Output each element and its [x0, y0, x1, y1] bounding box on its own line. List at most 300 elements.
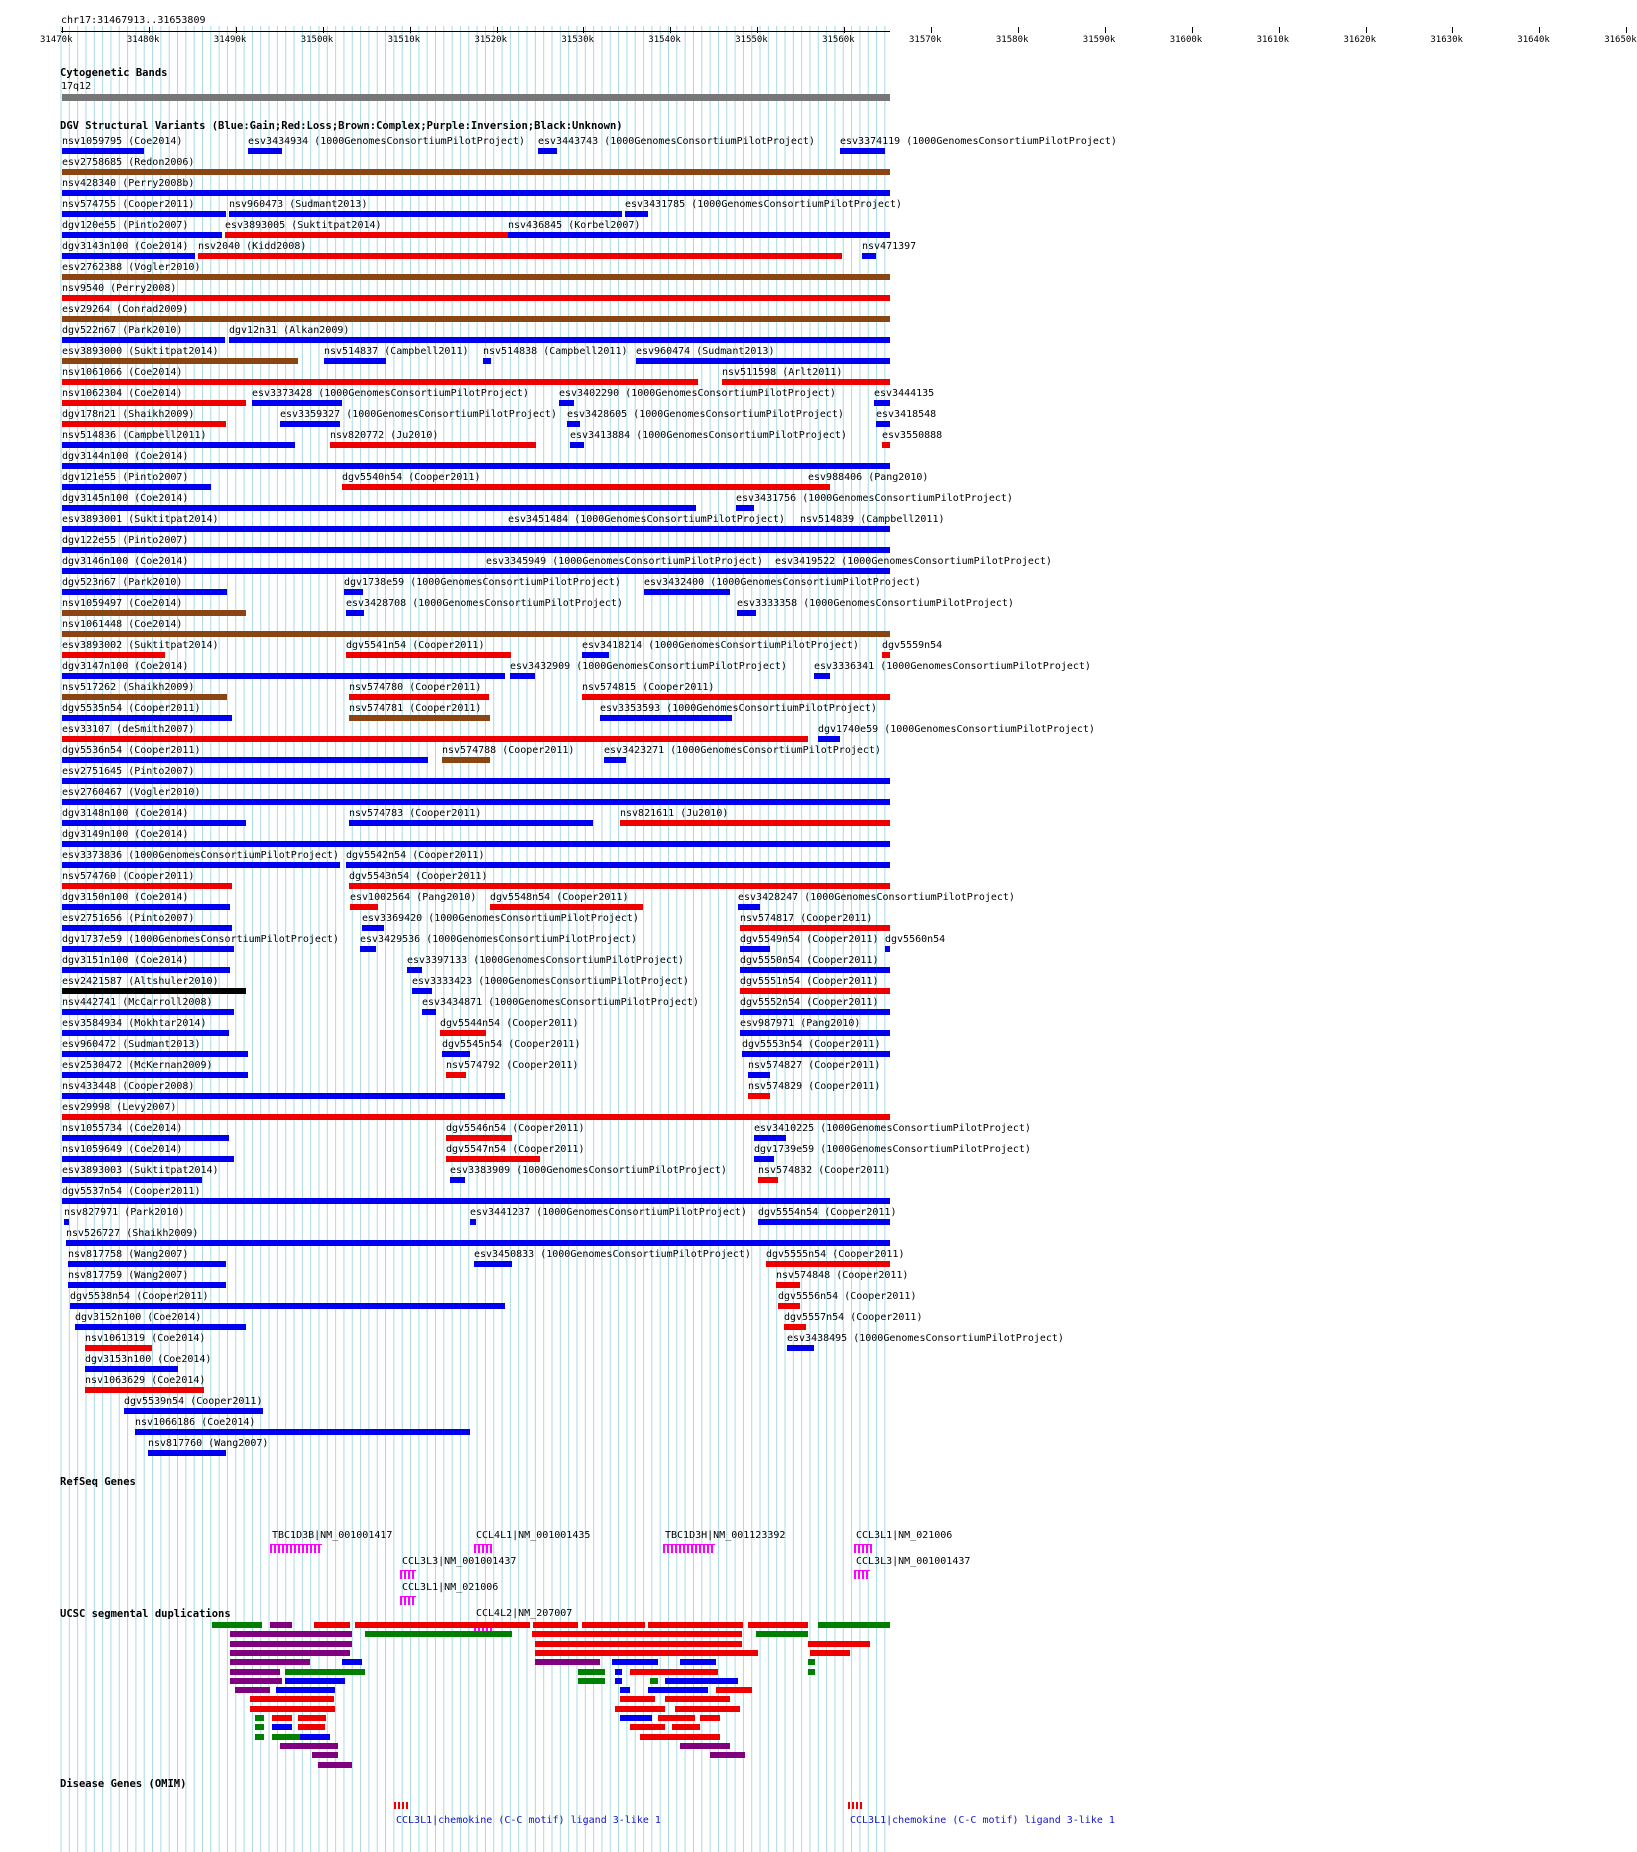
variant-bar[interactable] [62, 904, 230, 910]
variant-label: esv2421587 (Altshuler2010) [62, 976, 219, 987]
variant-label: esv3434871 (1000GenomesConsortiumPilotProject) [422, 997, 699, 1008]
variant-bar[interactable] [360, 946, 376, 952]
variant-bar[interactable] [740, 925, 890, 931]
variant-bar[interactable] [198, 253, 842, 259]
variant-bar[interactable] [474, 1261, 512, 1267]
gene-label: TBC1D3H|NM_001123392 [665, 1530, 786, 1541]
variant-bar[interactable] [62, 400, 246, 406]
variant-bar[interactable] [559, 400, 574, 406]
segdup-bar[interactable] [298, 1715, 326, 1721]
segdup-bar[interactable] [620, 1696, 655, 1702]
variant-bar[interactable] [62, 715, 232, 721]
variant-label: dgv5554n54 (Cooper2011) [758, 1207, 897, 1218]
variant-bar[interactable] [66, 1240, 890, 1246]
variant-bar[interactable] [62, 862, 340, 868]
variant-bar[interactable] [570, 442, 584, 448]
gene-glyph[interactable] [270, 1544, 322, 1553]
segdup-bar[interactable] [710, 1752, 745, 1758]
variant-bar[interactable] [346, 610, 364, 616]
variant-bar[interactable] [62, 1177, 202, 1183]
variant-label: nsv1061066 (Coe2014) [62, 367, 183, 378]
variant-bar[interactable] [818, 736, 840, 742]
variant-bar[interactable] [62, 631, 890, 637]
variant-bar[interactable] [62, 568, 890, 574]
segdup-bar[interactable] [272, 1724, 292, 1730]
variant-bar[interactable] [75, 1324, 246, 1330]
variant-bar[interactable] [490, 904, 643, 910]
variant-bar[interactable] [62, 673, 505, 679]
variant-bar[interactable] [862, 253, 876, 259]
variant-label: esv2762388 (Vogler2010) [62, 262, 201, 273]
omim-gene-glyph[interactable] [394, 1802, 410, 1809]
variant-bar[interactable] [754, 1135, 786, 1141]
ruler-tick-mark [410, 27, 411, 33]
variant-bar[interactable] [62, 421, 226, 427]
variant-bar[interactable] [62, 778, 890, 784]
variant-label: esv3431785 (1000GenomesConsortiumPilotProject) [625, 199, 902, 210]
segdup-bar[interactable] [650, 1678, 658, 1684]
segdup-bar[interactable] [680, 1743, 730, 1749]
omim-gene-glyph[interactable] [848, 1802, 864, 1809]
refseq-track-title: RefSeq Genes [60, 1476, 136, 1488]
variant-bar[interactable] [740, 946, 770, 952]
variant-bar[interactable] [229, 337, 890, 343]
variant-label: nsv428340 (Perry2008b) [62, 178, 195, 189]
variant-bar[interactable] [62, 316, 890, 322]
variant-bar[interactable] [876, 421, 890, 427]
segdup-bar[interactable] [230, 1669, 280, 1675]
segdup-bar[interactable] [615, 1678, 622, 1684]
variant-bar[interactable] [407, 967, 422, 973]
segdup-bar[interactable] [665, 1696, 730, 1702]
variant-label: nsv517262 (Shaikh2009) [62, 682, 195, 693]
variant-bar[interactable] [450, 1177, 465, 1183]
variant-bar[interactable] [62, 547, 890, 553]
segdup-bar[interactable] [298, 1724, 325, 1730]
variant-bar[interactable] [62, 967, 230, 973]
variant-label: esv987971 (Pang2010) [740, 1018, 861, 1029]
variant-bar[interactable] [330, 442, 536, 448]
segdup-bar[interactable] [648, 1622, 743, 1628]
variant-bar[interactable] [882, 442, 890, 448]
variant-bar[interactable] [885, 946, 890, 952]
ruler-tick-mark [236, 27, 237, 33]
segdup-bar[interactable] [533, 1622, 578, 1628]
variant-label: esv3434934 (1000GenomesConsortiumPilotProject) [248, 136, 525, 147]
variant-bar[interactable] [62, 232, 222, 238]
variant-bar[interactable] [135, 1429, 470, 1435]
variant-bar[interactable] [740, 1009, 890, 1015]
variant-bar[interactable] [440, 1030, 486, 1036]
variant-bar[interactable] [446, 1156, 540, 1162]
variant-bar[interactable] [600, 715, 732, 721]
variant-bar[interactable] [62, 1030, 229, 1036]
gene-glyph[interactable] [474, 1544, 492, 1553]
variant-label: nsv574792 (Cooper2011) [446, 1060, 579, 1071]
variant-bar[interactable] [62, 820, 246, 826]
segdup-bar[interactable] [230, 1641, 352, 1647]
segdup-bar[interactable] [250, 1696, 334, 1702]
segdup-bar[interactable] [808, 1669, 815, 1675]
variant-label: esv2530472 (McKernan2009) [62, 1060, 213, 1071]
segdup-bar[interactable] [810, 1650, 850, 1656]
variant-bar[interactable] [225, 232, 508, 238]
variant-bar[interactable] [758, 1219, 890, 1225]
segdup-bar[interactable] [578, 1678, 605, 1684]
segdup-bar[interactable] [630, 1724, 665, 1730]
cytoband-bar[interactable] [62, 94, 890, 101]
gene-label: TBC1D3B|NM_001001417 [272, 1530, 393, 1541]
variant-bar[interactable] [582, 694, 890, 700]
variant-bar[interactable] [62, 988, 246, 994]
variant-bar[interactable] [229, 211, 622, 217]
variant-label: esv3451484 (1000GenomesConsortiumPilotProject) [508, 514, 785, 525]
segdup-bar[interactable] [756, 1631, 808, 1637]
segdup-bar[interactable] [285, 1669, 365, 1675]
variant-bar[interactable] [446, 1072, 466, 1078]
variant-bar[interactable] [722, 379, 890, 385]
variant-bar[interactable] [349, 820, 593, 826]
variant-bar[interactable] [742, 1051, 890, 1057]
ruler-tick-mark [1539, 27, 1540, 33]
variant-bar[interactable] [85, 1387, 204, 1393]
segdup-bar[interactable] [620, 1715, 652, 1721]
segdup-bar[interactable] [808, 1641, 870, 1647]
variant-bar[interactable] [62, 1198, 890, 1204]
variant-bar[interactable] [748, 1072, 770, 1078]
variant-label: nsv1055734 (Coe2014) [62, 1123, 183, 1134]
variant-label: esv3345949 (1000GenomesConsortiumPilotProject) [486, 556, 763, 567]
segdup-bar[interactable] [640, 1734, 720, 1740]
variant-bar[interactable] [85, 1366, 178, 1372]
segdup-bar[interactable] [342, 1659, 362, 1665]
variant-bar[interactable] [346, 862, 890, 868]
variant-bar[interactable] [62, 610, 246, 616]
variant-label: esv3428605 (1000GenomesConsortiumPilotProject) [567, 409, 844, 420]
variant-bar[interactable] [740, 967, 890, 973]
segdup-bar[interactable] [535, 1650, 758, 1656]
variant-bar[interactable] [800, 526, 890, 532]
variant-label: nsv433448 (Cooper2008) [62, 1081, 195, 1092]
variant-label: esv3333423 (1000GenomesConsortiumPilotProject) [412, 976, 689, 987]
gene-label: CCL3L3|NM_001001437 [402, 1556, 517, 1567]
segdup-bar[interactable] [280, 1743, 338, 1749]
variant-bar[interactable] [62, 337, 225, 343]
variant-bar[interactable] [470, 1219, 476, 1225]
gene-glyph[interactable] [400, 1596, 416, 1605]
segdup-bar[interactable] [612, 1659, 658, 1665]
variant-bar[interactable] [740, 1030, 890, 1036]
variant-label: nsv574788 (Cooper2011) [442, 745, 575, 756]
segdup-bar[interactable] [582, 1622, 645, 1628]
variant-label: dgv5539n54 (Cooper2011) [124, 1396, 263, 1407]
variant-label: nsv574815 (Cooper2011) [582, 682, 715, 693]
variant-bar[interactable] [68, 1282, 226, 1288]
segdup-bar[interactable] [716, 1687, 752, 1693]
variant-bar[interactable] [62, 1093, 505, 1099]
variant-label: esv2751656 (Pinto2007) [62, 913, 195, 924]
variant-bar[interactable] [62, 484, 211, 490]
variant-bar[interactable] [62, 925, 232, 931]
segdup-bar[interactable] [212, 1622, 262, 1628]
ruler-tick-label: 31470k [40, 35, 73, 45]
variant-label: dgv3150n100 (Coe2014) [62, 892, 189, 903]
ruler-tick-mark [1192, 27, 1193, 33]
variant-bar[interactable] [342, 484, 808, 490]
segdup-bar[interactable] [578, 1669, 605, 1675]
ruler-tick-label: 31510k [387, 35, 421, 45]
variant-label: nsv574827 (Cooper2011) [748, 1060, 881, 1071]
variant-bar[interactable] [148, 1450, 226, 1456]
variant-label: nsv514838 (Campbell2011) [483, 346, 628, 357]
ruler-tick-label: 31600k [1169, 35, 1203, 45]
variant-bar[interactable] [636, 358, 890, 364]
variant-label: dgv5540n54 (Cooper2011) [342, 472, 481, 483]
variant-label: dgv5547n54 (Cooper2011) [446, 1144, 585, 1155]
segdup-bar[interactable] [285, 1678, 345, 1684]
variant-bar[interactable] [510, 673, 535, 679]
variant-bar[interactable] [248, 148, 282, 154]
variant-bar[interactable] [740, 988, 890, 994]
variant-bar[interactable] [62, 169, 890, 175]
segdup-bar[interactable] [230, 1650, 350, 1656]
variant-bar[interactable] [442, 757, 490, 763]
segdup-bar[interactable] [700, 1715, 720, 1721]
variant-bar[interactable] [62, 463, 890, 469]
variant-label: esv3373428 (1000GenomesConsortiumPilotProject) [252, 388, 529, 399]
segdup-bar[interactable] [318, 1762, 352, 1768]
variant-label: esv3374119 (1000GenomesConsortiumPilotProject) [840, 136, 1117, 147]
ruler-tick-label: 31490k [213, 35, 247, 45]
variant-bar[interactable] [874, 400, 890, 406]
variant-bar[interactable] [62, 211, 226, 217]
segdup-bar[interactable] [272, 1715, 292, 1721]
variant-bar[interactable] [324, 358, 386, 364]
segdup-bar[interactable] [276, 1687, 335, 1693]
variant-label: esv960472 (Sudmant2013) [62, 1039, 201, 1050]
variant-bar[interactable] [62, 1156, 234, 1162]
segdup-bar[interactable] [748, 1622, 808, 1628]
segdup-bar[interactable] [230, 1631, 352, 1637]
variant-bar[interactable] [62, 589, 227, 595]
variant-label: nsv574848 (Cooper2011) [776, 1270, 909, 1281]
variant-bar[interactable] [62, 1009, 234, 1015]
variant-bar[interactable] [625, 211, 648, 217]
variant-bar[interactable] [508, 526, 792, 532]
segdup-bar[interactable] [672, 1724, 700, 1730]
variant-bar[interactable] [62, 883, 232, 889]
variant-bar[interactable] [64, 1219, 69, 1225]
variant-label: dgv5552n54 (Cooper2011) [740, 997, 879, 1008]
variant-bar[interactable] [736, 505, 754, 511]
variant-bar[interactable] [808, 484, 830, 490]
variant-bar[interactable] [446, 1135, 512, 1141]
variant-bar[interactable] [62, 736, 808, 742]
variant-bar[interactable] [442, 1051, 470, 1057]
gene-label: CCL3L3|NM_001001437 [856, 1556, 971, 1567]
variant-bar[interactable] [62, 358, 298, 364]
variant-bar[interactable] [778, 1303, 800, 1309]
segdup-bar[interactable] [230, 1659, 310, 1665]
variant-bar[interactable] [280, 421, 340, 427]
variant-bar[interactable] [483, 358, 491, 364]
segdup-bar[interactable] [665, 1678, 738, 1684]
variant-label: dgv5545n54 (Cooper2011) [442, 1039, 581, 1050]
variant-bar[interactable] [70, 1303, 505, 1309]
variant-label: nsv526727 (Shaikh2009) [66, 1228, 199, 1239]
variant-bar[interactable] [62, 1072, 248, 1078]
segdup-bar[interactable] [680, 1659, 716, 1665]
variant-bar[interactable] [62, 295, 890, 301]
segdup-bar[interactable] [658, 1715, 695, 1721]
variant-bar[interactable] [775, 568, 794, 574]
segdup-bar[interactable] [314, 1622, 350, 1628]
ruler-tick-label: 31520k [474, 35, 508, 45]
variant-bar[interactable] [784, 1324, 806, 1330]
variant-bar[interactable] [62, 799, 890, 805]
variant-label: esv1002564 (Pang2010) [350, 892, 477, 903]
variant-label: esv3584934 (Mokhtar2014) [62, 1018, 207, 1029]
variant-label: nsv1062304 (Coe2014) [62, 388, 183, 399]
variant-bar[interactable] [349, 715, 490, 721]
variant-bar[interactable] [508, 232, 890, 238]
segdup-bar[interactable] [648, 1687, 708, 1693]
variant-bar[interactable] [124, 1408, 263, 1414]
variant-bar[interactable] [422, 1009, 436, 1015]
variant-bar[interactable] [346, 652, 511, 658]
gene-glyph[interactable] [400, 1570, 416, 1579]
segdup-bar[interactable] [630, 1669, 718, 1675]
segdup-bar[interactable] [255, 1715, 264, 1721]
variant-label: esv3369420 (1000GenomesConsortiumPilotProject) [362, 913, 639, 924]
variant-bar[interactable] [85, 1345, 152, 1351]
variant-label: nsv2040 (Kidd2008) [198, 241, 307, 252]
segdup-bar[interactable] [255, 1734, 264, 1740]
variant-label: nsv817758 (Wang2007) [68, 1249, 189, 1260]
variant-bar[interactable] [62, 505, 696, 511]
variant-bar[interactable] [787, 1345, 814, 1351]
variant-bar[interactable] [349, 883, 890, 889]
ruler-tick-label: 31570k [909, 35, 942, 45]
segdup-bar[interactable] [535, 1641, 742, 1647]
segdup-bar[interactable] [535, 1659, 600, 1665]
gene-glyph[interactable] [854, 1570, 870, 1579]
variant-label: nsv471397 [862, 241, 917, 252]
segdup-bar[interactable] [675, 1706, 740, 1712]
variant-label: dgv5536n54 (Cooper2011) [62, 745, 201, 756]
variant-bar[interactable] [840, 148, 885, 154]
variant-bar[interactable] [412, 988, 432, 994]
variant-bar[interactable] [776, 1282, 800, 1288]
segdup-bar[interactable] [312, 1752, 338, 1758]
variant-bar[interactable] [62, 274, 890, 280]
variant-bar[interactable] [748, 1093, 770, 1099]
variant-label: esv3893005 (Suktitpat2014) [225, 220, 382, 231]
variant-bar[interactable] [644, 589, 730, 595]
segdup-bar[interactable] [615, 1706, 665, 1712]
gene-glyph[interactable] [663, 1544, 715, 1553]
variant-bar[interactable] [758, 1177, 778, 1183]
segdup-bar[interactable] [235, 1687, 270, 1693]
variant-bar[interactable] [882, 652, 890, 658]
variant-bar[interactable] [766, 1261, 890, 1267]
variant-label: dgv3147n100 (Coe2014) [62, 661, 189, 672]
segdup-bar[interactable] [620, 1687, 630, 1693]
ruler-tick-label: 31630k [1430, 35, 1463, 45]
variant-bar[interactable] [814, 673, 830, 679]
variant-bar[interactable] [350, 904, 378, 910]
variant-label: dgv12n31 (Alkan2009) [229, 325, 350, 336]
segdup-bar[interactable] [250, 1706, 335, 1712]
variant-label: esv3423271 (1000GenomesConsortiumPilotProject) [604, 745, 881, 756]
variant-label: esv3550888 [882, 430, 943, 441]
variant-bar[interactable] [62, 946, 234, 952]
variant-bar[interactable] [62, 1135, 229, 1141]
variant-bar[interactable] [738, 904, 760, 910]
variant-label: dgv5550n54 (Cooper2011) [740, 955, 879, 966]
variant-bar[interactable] [62, 442, 295, 448]
variant-bar[interactable] [62, 1114, 890, 1120]
variant-bar[interactable] [62, 190, 890, 196]
variant-bar[interactable] [62, 1051, 248, 1057]
segdup-bar[interactable] [355, 1622, 530, 1628]
variant-label: nsv1059795 (Coe2014) [62, 136, 183, 147]
variant-bar[interactable] [62, 253, 195, 259]
variant-label: dgv522n67 (Park2010) [62, 325, 183, 336]
variant-bar[interactable] [362, 925, 384, 931]
variant-label: dgv5559n54 [882, 640, 943, 651]
variant-bar[interactable] [62, 379, 698, 385]
gene-glyph[interactable] [854, 1544, 872, 1553]
omim-gene-label: CCL3L1|chemokine (C-C motif) ligand 3-like 1 [396, 1815, 661, 1826]
variant-label: dgv3153n100 (Coe2014) [85, 1354, 212, 1365]
segdup-bar[interactable] [808, 1659, 815, 1665]
variant-bar[interactable] [538, 148, 557, 154]
variant-label: nsv817759 (Wang2007) [68, 1270, 189, 1281]
ruler-tick-label: 31560k [822, 35, 855, 45]
variant-bar[interactable] [344, 589, 363, 595]
variant-bar[interactable] [62, 652, 165, 658]
variant-bar[interactable] [62, 841, 890, 847]
variant-bar[interactable] [62, 148, 144, 154]
variant-label: dgv3145n100 (Coe2014) [62, 493, 189, 504]
variant-bar[interactable] [604, 757, 626, 763]
segdup-bar[interactable] [818, 1622, 890, 1628]
variant-bar[interactable] [349, 694, 489, 700]
segdup-bar[interactable] [532, 1631, 742, 1637]
variant-bar[interactable] [68, 1261, 226, 1267]
variant-label: nsv1061448 (Coe2014) [62, 619, 183, 630]
segdup-bar[interactable] [230, 1678, 282, 1684]
variant-label: nsv1059497 (Coe2014) [62, 598, 183, 609]
segdup-bar[interactable] [365, 1631, 512, 1637]
variant-bar[interactable] [486, 568, 512, 574]
segdup-bar[interactable] [255, 1724, 264, 1730]
variant-bar[interactable] [567, 421, 580, 427]
segdup-bar[interactable] [270, 1622, 292, 1628]
variant-bar[interactable] [62, 694, 227, 700]
variant-bar[interactable] [620, 820, 890, 826]
segdup-bar[interactable] [300, 1734, 330, 1740]
variant-bar[interactable] [754, 1156, 774, 1162]
variant-bar[interactable] [737, 610, 756, 616]
variant-bar[interactable] [62, 757, 428, 763]
variant-label: esv3893002 (Suktitpat2014) [62, 640, 219, 651]
segdup-bar[interactable] [615, 1669, 622, 1675]
variant-bar[interactable] [582, 652, 609, 658]
variant-bar[interactable] [252, 400, 342, 406]
ruler-tick-mark [1279, 27, 1280, 33]
